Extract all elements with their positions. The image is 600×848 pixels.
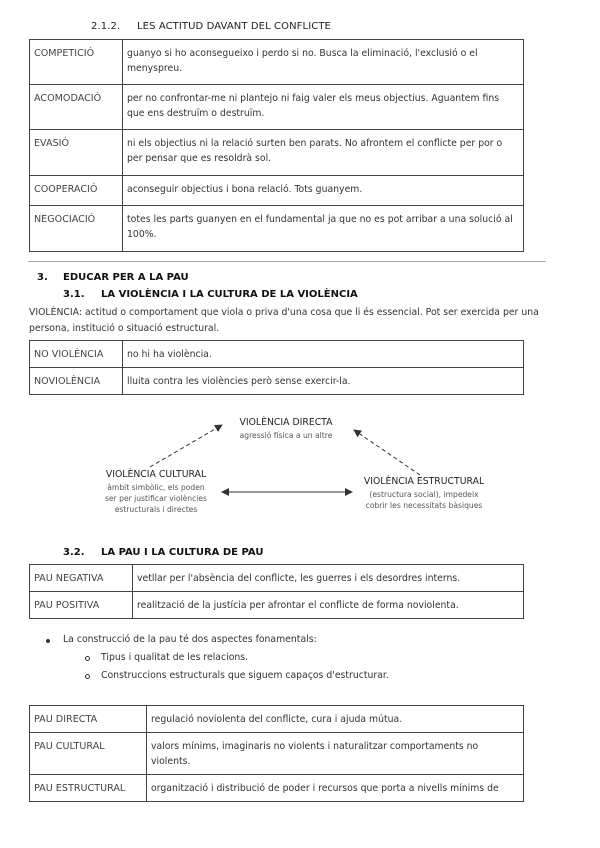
subsection-number: 3.1. — [63, 289, 85, 300]
table-cell-desc: organització i distribució de poder i recursos que porta a nivells mínims de — [147, 775, 524, 802]
structural-violence-desc-1: (estructura social), impedeix — [369, 490, 479, 499]
cultural-violence-desc-1: àmbit simbòlic, els poden — [107, 483, 205, 492]
table-cell-desc: valors mínims, imaginaris no violents i naturalitzar comportaments no violents. — [147, 733, 524, 775]
peace-table — [29, 564, 524, 619]
table-cell-term: EVASIÓ — [30, 130, 123, 176]
table-row — [30, 176, 524, 206]
table-cell-term: PAU DIRECTA — [30, 706, 147, 733]
table-cell-desc: no hi ha violència. — [123, 341, 524, 368]
table-cell-desc: aconseguir objectius i bona relació. Tots guanyem. — [123, 176, 524, 206]
section-title: LES ACTITUD DAVANT DEL CONFLICTE — [137, 21, 331, 32]
table-cell-term: NOVIOLÈNCIA — [30, 368, 123, 395]
table-row — [30, 206, 524, 252]
section-title: EDUCAR PER A LA PAU — [63, 272, 189, 283]
table-cell-desc: regulació noviolenta del conflicte, cura i ajuda mútua. — [147, 706, 524, 733]
sub-bullet-circle-icon — [85, 656, 90, 661]
table-cell-term: COOPERACIÓ — [30, 176, 123, 206]
table-row — [30, 775, 524, 802]
bullet-text: La construcció de la pau té dos aspectes fonamentals: — [63, 634, 317, 645]
direct-violence-desc: agressió física a un altre — [239, 431, 333, 440]
section-number: 2.1.2. — [91, 21, 121, 32]
cultural-violence-desc-2: ser per justificar violències — [104, 494, 208, 503]
structural-violence-desc-2: cobrir les necessitats bàsiques — [365, 501, 483, 510]
sub-bullet-text: Tipus i qualitat de les relacions. — [101, 652, 249, 663]
violence-definition: VIOLÈNCIA: actitud o comportament que viola o priva d'una cosa que li és essencial. Pot ser exercida per una persona, institució o situació estructural. — [29, 307, 539, 334]
table-row — [30, 40, 524, 85]
bullet-dot-icon — [46, 639, 50, 643]
table-cell-desc: ni els objectius ni la relació surten ben parats. No afrontem el conflicte per por o per pensar que es resoldrà sol. — [123, 130, 524, 176]
subsection-number: 3.2. — [63, 547, 85, 558]
sub-bullet-circle-icon — [85, 674, 90, 679]
table-row — [30, 565, 524, 592]
table-cell-desc: vetllar per l'absència del conflicte, les guerres i els desordres interns. — [133, 565, 524, 592]
table-cell-desc: per no confrontar-me ni plantejo ni faig valer els meus objectius. Aguantem fins que ens destruïm o destruïm. — [123, 85, 524, 130]
table-cell-desc: lluita contra les violències però sense exercir-la. — [123, 368, 524, 395]
table-row — [30, 733, 524, 775]
table-cell-term: COMPETICIÓ — [30, 40, 123, 85]
table-row — [30, 592, 524, 619]
table-cell-term: NO VIOLÈNCIA — [30, 341, 123, 368]
table-cell-desc: totes les parts guanyen en el fundamental ja que no es pot arribar a una solució al 100%. — [123, 206, 524, 252]
table-row — [30, 85, 524, 130]
section-number: 3. — [37, 272, 48, 283]
subsection-title: LA PAU I LA CULTURA DE PAU — [101, 547, 264, 558]
cultural-violence-desc-3: estructurals i directes — [114, 505, 198, 514]
subsection-title: LA VIOLÈNCIA I LA CULTURA DE LA VIOLÈNCIA — [101, 289, 358, 300]
table-cell-term: PAU CULTURAL — [30, 733, 147, 775]
table-cell-term: NEGOCIACIÓ — [30, 206, 123, 252]
peace-types-table — [29, 705, 524, 802]
nonviolence-table — [29, 340, 524, 395]
sub-bullet-text: Construccions estructurals que siguem capaços d'estructurar. — [101, 670, 389, 681]
table-row — [30, 368, 524, 395]
table-cell-desc: guanyo si ho aconsegueixo i perdo si no. Busca la eliminació, l'exclusió o el menyspreu. — [123, 40, 524, 85]
table-cell-desc: realització de la justícia per afrontar el conflicte de forma noviolenta. — [133, 592, 524, 619]
table-cell-term: ACOMODACIÓ — [30, 85, 123, 130]
structural-violence-title: VIOLÈNCIA ESTRUCTURAL — [363, 476, 485, 487]
table-cell-term: PAU ESTRUCTURAL — [30, 775, 147, 802]
table-cell-term: PAU NEGATIVA — [30, 565, 133, 592]
table-row — [30, 341, 524, 368]
table-row — [30, 130, 524, 176]
direct-violence-title: VIOLÈNCIA DIRECTA — [239, 417, 333, 428]
table-cell-term: PAU POSITIVA — [30, 592, 133, 619]
attitudes-table — [29, 39, 524, 252]
table-row — [30, 706, 524, 733]
cultural-violence-title: VIOLÈNCIA CULTURAL — [105, 469, 207, 480]
divider — [28, 261, 546, 262]
